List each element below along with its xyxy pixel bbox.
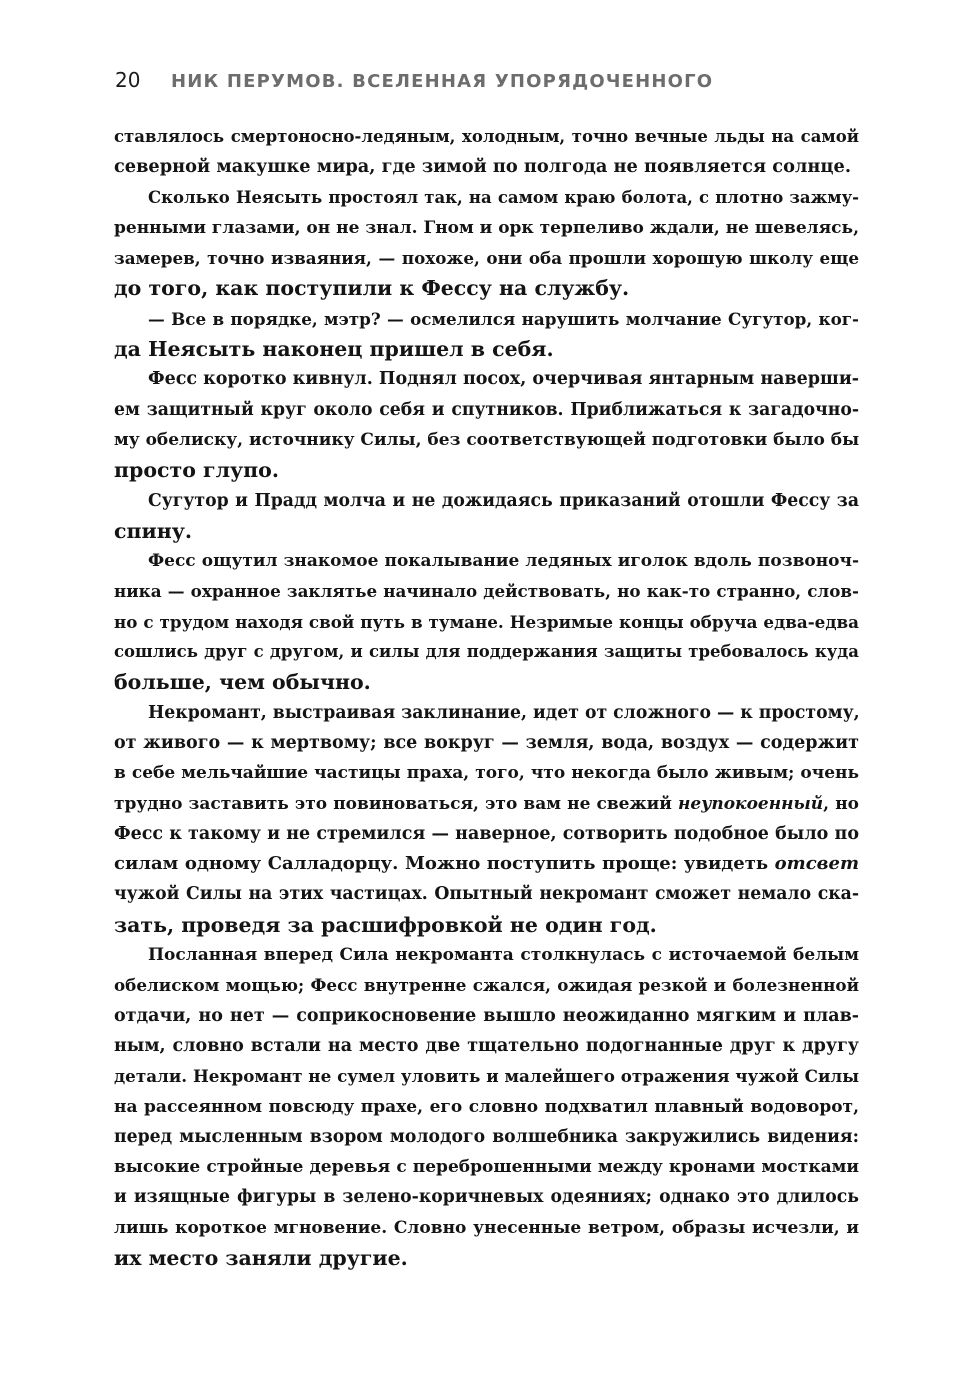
- text-line: Сугутор и Прадд молча и не дожидаясь приказаний отошли Фессу за: [148, 490, 859, 511]
- text-line: спину.: [114, 518, 192, 543]
- page-number: 20: [115, 68, 141, 92]
- text-line: просто глупо.: [114, 458, 279, 483]
- text-line: сошлись друг с другом, и силы для поддержания защиты требовалось куда: [114, 642, 859, 662]
- text-line: в себе мельчайшие частицы праха, того, что некогда было живым; очень: [114, 763, 859, 784]
- text-line: высокие стройные деревья с переброшенными между кронами мостками: [114, 1157, 859, 1178]
- text-line: ным, словно встали на место две тщательно подогнанные друг к другу: [114, 1035, 859, 1056]
- text-line: да Неясыть наконец пришел в себя.: [114, 337, 554, 362]
- text-line: му обелиску, источнику Силы, без соответствующей подготовки было бы: [114, 429, 860, 450]
- text-line: больше, чем обычно.: [114, 670, 371, 695]
- italic-word: неупокоенный: [677, 793, 824, 814]
- page-header: [115, 68, 713, 98]
- text-run: , но: [823, 793, 859, 814]
- text-line: детали. Некромант не сумел уловить и малейшего отражения чужой Силы: [114, 1066, 859, 1087]
- text-line: Фесс коротко кивнул. Поднял посох, очерчивая янтарным наверши-: [148, 369, 860, 390]
- text-line: Посланная вперед Сила некроманта столкнулась с источаемой белым: [148, 945, 859, 966]
- text-line: но с трудом находя свой путь в тумане. Незримые концы обруча едва-едва: [114, 611, 859, 632]
- text-line: ставлялось смертоносно-ледяным, холодным, точно вечные льды на самой: [114, 127, 859, 146]
- text-line: на рассеянном повсюду прахе, его словно подхватил плавный водоворот,: [114, 1096, 859, 1117]
- text-line: перед мысленным взором молодого волшебника закружились видения:: [114, 1126, 859, 1147]
- body-text: [114, 122, 859, 1273]
- text-run: трудно заставить это повиноваться, это вам не свежий: [114, 793, 678, 814]
- text-line: чужой Силы на этих частицах. Опытный некромант сможет немало ска-: [114, 884, 859, 905]
- text-line: Некромант, выстраивая заклинание, идет от сложного — к простому,: [148, 702, 860, 723]
- text-line: Сколько Неясыть простоял так, на самом краю болота, с плотно зажму-: [148, 187, 859, 207]
- text-line: [114, 789, 859, 819]
- text-line: отдачи, но нет — соприкосновение вышло неожиданно мягким и плав-: [114, 1005, 859, 1026]
- text-line: лишь короткое мгновение. Словно унесенные ветром, образы исчезли, и: [114, 1217, 859, 1238]
- text-line: ренными глазами, он не знал. Гном и орк терпеливо ждали, не шевелясь,: [114, 217, 859, 238]
- text-line: ем защитный круг около себя и спутников. Приближаться к загадочно-: [114, 399, 859, 420]
- text-line: Фесс ощутил знакомое покалывание ледяных иголок вдоль позвоноч-: [148, 551, 859, 572]
- text-line: северной макушке мира, где зимой по полгода не появляется солнце.: [114, 156, 851, 178]
- text-line: обелиском мощью; Фесс внутренне сжался, ожидая резкой и болезненной: [114, 975, 859, 996]
- text-line: ника — охранное заклятье начинало действовать, но как-то странно, слов-: [114, 581, 859, 602]
- italic-word: отсвет: [774, 853, 859, 875]
- text-line: до того, как поступили к Фессу на службу.: [114, 276, 630, 301]
- text-line: Фесс к такому и не стремился — наверное, сотворить подобное было по: [114, 823, 859, 844]
- text-line: зать, проведя за расшифровкой не один год.: [114, 912, 657, 937]
- text-line: [114, 849, 859, 879]
- text-line: от живого — к мертвому; все вокруг — земля, вода, воздух — содержит: [114, 732, 859, 753]
- text-line: замерев, точно изваяния, — похоже, они оба прошли хорошую школу еще: [114, 248, 859, 269]
- running-title: НИК ПЕРУМОВ. ВСЕЛЕННАЯ УПОРЯДОЧЕННОГО: [171, 71, 714, 92]
- text-line: — Все в порядке, мэтр? — осмелился нарушить молчание Сугутор, ког-: [148, 308, 859, 329]
- text-line: и изящные фигуры в зелено-коричневых одеяниях; однако это длилось: [114, 1187, 859, 1208]
- text-line: их место заняли другие.: [114, 1245, 408, 1270]
- text-run: силам одному Салладорцу. Можно поступить проще: увидеть: [114, 853, 775, 875]
